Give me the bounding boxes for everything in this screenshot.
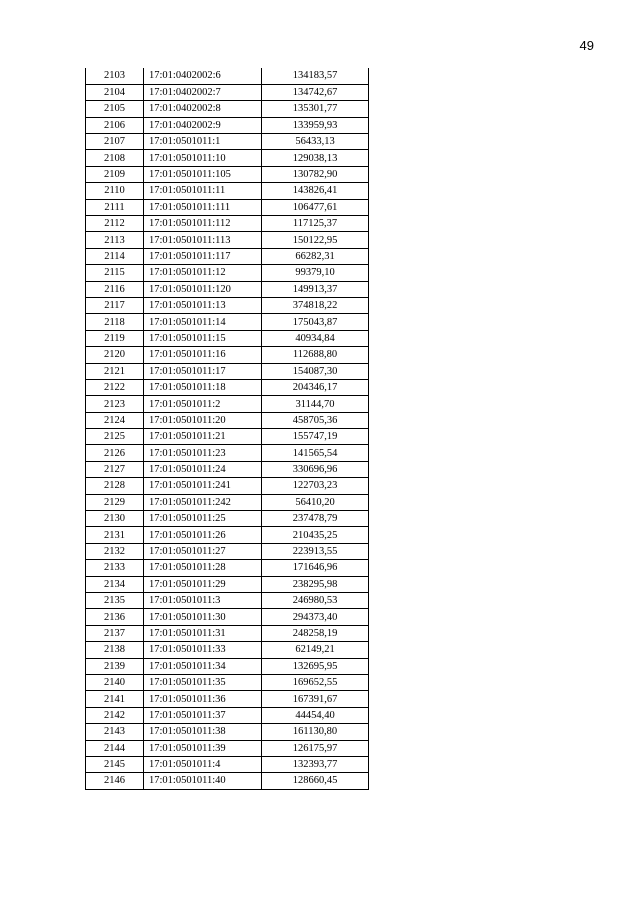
row-number-cell: 2132 xyxy=(86,543,144,559)
cadastral-number-cell: 17:01:0501011:13 xyxy=(144,297,262,313)
row-number-cell: 2146 xyxy=(86,773,144,789)
table-row xyxy=(86,232,369,248)
table-row xyxy=(86,773,369,789)
value-cell: 132393,77 xyxy=(262,756,369,772)
row-number-cell: 2118 xyxy=(86,314,144,330)
cadastral-number-cell: 17:01:0501011:120 xyxy=(144,281,262,297)
table-row xyxy=(86,658,369,674)
value-cell: 149913,37 xyxy=(262,281,369,297)
cadastral-number-cell: 17:01:0501011:31 xyxy=(144,625,262,641)
row-number-cell: 2134 xyxy=(86,576,144,592)
value-cell: 150122,95 xyxy=(262,232,369,248)
value-cell: 126175,97 xyxy=(262,740,369,756)
value-cell: 155747,19 xyxy=(262,429,369,445)
row-number-cell: 2116 xyxy=(86,281,144,297)
value-cell: 171646,96 xyxy=(262,560,369,576)
table-row xyxy=(86,134,369,150)
cadastral-number-cell: 17:01:0501011:38 xyxy=(144,724,262,740)
row-number-cell: 2131 xyxy=(86,527,144,543)
value-cell: 99379,10 xyxy=(262,265,369,281)
cadastral-number-cell: 17:01:0501011:1 xyxy=(144,134,262,150)
cadastral-number-cell: 17:01:0501011:36 xyxy=(144,691,262,707)
value-cell: 106477,61 xyxy=(262,199,369,215)
cadastral-number-cell: 17:01:0501011:105 xyxy=(144,166,262,182)
row-number-cell: 2103 xyxy=(86,68,144,84)
cadastral-number-cell: 17:01:0501011:4 xyxy=(144,756,262,772)
table-row xyxy=(86,560,369,576)
row-number-cell: 2145 xyxy=(86,756,144,772)
row-number-cell: 2112 xyxy=(86,216,144,232)
value-cell: 31144,70 xyxy=(262,396,369,412)
table-row xyxy=(86,494,369,510)
table-row xyxy=(86,68,369,84)
row-number-cell: 2137 xyxy=(86,625,144,641)
row-number-cell: 2121 xyxy=(86,363,144,379)
table-row xyxy=(86,150,369,166)
row-number-cell: 2138 xyxy=(86,642,144,658)
cadastral-number-cell: 17:01:0501011:35 xyxy=(144,674,262,690)
value-cell: 122703,23 xyxy=(262,478,369,494)
cadastral-number-cell: 17:01:0501011:29 xyxy=(144,576,262,592)
table-row xyxy=(86,281,369,297)
value-cell: 330696,96 xyxy=(262,461,369,477)
table-row xyxy=(86,379,369,395)
row-number-cell: 2129 xyxy=(86,494,144,510)
table-row xyxy=(86,166,369,182)
value-cell: 130782,90 xyxy=(262,166,369,182)
row-number-cell: 2128 xyxy=(86,478,144,494)
table-row xyxy=(86,199,369,215)
table-row xyxy=(86,625,369,641)
table-row xyxy=(86,740,369,756)
table-row xyxy=(86,445,369,461)
value-cell: 135301,77 xyxy=(262,101,369,117)
value-cell: 374818,22 xyxy=(262,297,369,313)
cadastral-number-cell: 17:01:0501011:113 xyxy=(144,232,262,248)
row-number-cell: 2108 xyxy=(86,150,144,166)
row-number-cell: 2104 xyxy=(86,84,144,100)
table-row xyxy=(86,117,369,133)
value-cell: 175043,87 xyxy=(262,314,369,330)
row-number-cell: 2120 xyxy=(86,347,144,363)
row-number-cell: 2123 xyxy=(86,396,144,412)
row-number-cell: 2113 xyxy=(86,232,144,248)
cadastral-number-cell: 17:01:0501011:15 xyxy=(144,330,262,346)
cadastral-number-cell: 17:01:0501011:27 xyxy=(144,543,262,559)
table-row xyxy=(86,511,369,527)
row-number-cell: 2111 xyxy=(86,199,144,215)
cadastral-number-cell: 17:01:0501011:33 xyxy=(144,642,262,658)
value-cell: 210435,25 xyxy=(262,527,369,543)
value-cell: 294373,40 xyxy=(262,609,369,625)
value-cell: 134183,57 xyxy=(262,68,369,84)
cadastral-number-cell: 17:01:0402002:7 xyxy=(144,84,262,100)
cadastral-number-cell: 17:01:0501011:30 xyxy=(144,609,262,625)
value-cell: 204346,17 xyxy=(262,379,369,395)
cadastral-number-cell: 17:01:0501011:17 xyxy=(144,363,262,379)
value-cell: 62149,21 xyxy=(262,642,369,658)
table-row xyxy=(86,297,369,313)
value-cell: 134742,67 xyxy=(262,84,369,100)
table-row xyxy=(86,84,369,100)
value-cell: 56433,13 xyxy=(262,134,369,150)
cadastral-number-cell: 17:01:0501011:39 xyxy=(144,740,262,756)
value-cell: 117125,37 xyxy=(262,216,369,232)
cadastral-number-cell: 17:01:0402002:9 xyxy=(144,117,262,133)
cadastral-number-cell: 17:01:0501011:40 xyxy=(144,773,262,789)
row-number-cell: 2125 xyxy=(86,429,144,445)
cadastral-number-cell: 17:01:0501011:2 xyxy=(144,396,262,412)
row-number-cell: 2126 xyxy=(86,445,144,461)
row-number-cell: 2122 xyxy=(86,379,144,395)
table-row xyxy=(86,183,369,199)
table-row xyxy=(86,674,369,690)
value-cell: 161130,80 xyxy=(262,724,369,740)
value-cell: 223913,55 xyxy=(262,543,369,559)
value-cell: 167391,67 xyxy=(262,691,369,707)
cadastral-number-cell: 17:01:0501011:241 xyxy=(144,478,262,494)
value-cell: 133959,93 xyxy=(262,117,369,133)
cadastral-number-cell: 17:01:0501011:117 xyxy=(144,248,262,264)
cadastral-number-cell: 17:01:0501011:21 xyxy=(144,429,262,445)
table-row xyxy=(86,691,369,707)
cadastral-number-cell: 17:01:0501011:112 xyxy=(144,216,262,232)
row-number-cell: 2114 xyxy=(86,248,144,264)
value-cell: 238295,98 xyxy=(262,576,369,592)
cadastral-number-cell: 17:01:0501011:28 xyxy=(144,560,262,576)
table-row xyxy=(86,248,369,264)
row-number-cell: 2141 xyxy=(86,691,144,707)
row-number-cell: 2115 xyxy=(86,265,144,281)
table-row xyxy=(86,642,369,658)
row-number-cell: 2107 xyxy=(86,134,144,150)
table-row xyxy=(86,609,369,625)
value-cell: 246980,53 xyxy=(262,593,369,609)
row-number-cell: 2143 xyxy=(86,724,144,740)
cadastral-number-cell: 17:01:0501011:14 xyxy=(144,314,262,330)
row-number-cell: 2140 xyxy=(86,674,144,690)
value-cell: 169652,55 xyxy=(262,674,369,690)
value-cell: 40934,84 xyxy=(262,330,369,346)
table-row xyxy=(86,576,369,592)
cadastral-number-cell: 17:01:0501011:12 xyxy=(144,265,262,281)
value-cell: 141565,54 xyxy=(262,445,369,461)
table-row xyxy=(86,216,369,232)
row-number-cell: 2109 xyxy=(86,166,144,182)
row-number-cell: 2106 xyxy=(86,117,144,133)
table-row xyxy=(86,543,369,559)
table-row xyxy=(86,756,369,772)
value-cell: 237478,79 xyxy=(262,511,369,527)
row-number-cell: 2139 xyxy=(86,658,144,674)
cadastral-number-cell: 17:01:0501011:10 xyxy=(144,150,262,166)
row-number-cell: 2142 xyxy=(86,707,144,723)
row-number-cell: 2130 xyxy=(86,511,144,527)
row-number-cell: 2136 xyxy=(86,609,144,625)
cadastral-number-cell: 17:01:0501011:23 xyxy=(144,445,262,461)
table-row xyxy=(86,347,369,363)
row-number-cell: 2105 xyxy=(86,101,144,117)
table-row xyxy=(86,593,369,609)
cadastral-number-cell: 17:01:0402002:8 xyxy=(144,101,262,117)
table-row xyxy=(86,429,369,445)
cadastral-number-cell: 17:01:0501011:111 xyxy=(144,199,262,215)
cadastral-number-cell: 17:01:0501011:16 xyxy=(144,347,262,363)
cadastral-number-cell: 17:01:0501011:37 xyxy=(144,707,262,723)
cadastral-number-cell: 17:01:0501011:18 xyxy=(144,379,262,395)
row-number-cell: 2119 xyxy=(86,330,144,346)
row-number-cell: 2144 xyxy=(86,740,144,756)
table-row xyxy=(86,363,369,379)
cadastral-number-cell: 17:01:0501011:25 xyxy=(144,511,262,527)
cadastral-number-cell: 17:01:0501011:20 xyxy=(144,412,262,428)
row-number-cell: 2117 xyxy=(86,297,144,313)
table-row xyxy=(86,396,369,412)
value-cell: 143826,41 xyxy=(262,183,369,199)
cadastral-number-cell: 17:01:0501011:242 xyxy=(144,494,262,510)
table-row xyxy=(86,314,369,330)
value-cell: 458705,36 xyxy=(262,412,369,428)
table-row xyxy=(86,478,369,494)
cadastral-number-cell: 17:01:0501011:3 xyxy=(144,593,262,609)
value-cell: 248258,19 xyxy=(262,625,369,641)
value-cell: 112688,80 xyxy=(262,347,369,363)
table-row xyxy=(86,330,369,346)
value-cell: 44454,40 xyxy=(262,707,369,723)
table-row xyxy=(86,724,369,740)
row-number-cell: 2124 xyxy=(86,412,144,428)
value-cell: 132695,95 xyxy=(262,658,369,674)
cadastral-number-cell: 17:01:0501011:11 xyxy=(144,183,262,199)
cadastral-number-cell: 17:01:0402002:6 xyxy=(144,68,262,84)
table-row xyxy=(86,707,369,723)
row-number-cell: 2135 xyxy=(86,593,144,609)
row-number-cell: 2133 xyxy=(86,560,144,576)
row-number-cell: 2127 xyxy=(86,461,144,477)
cadastral-number-cell: 17:01:0501011:34 xyxy=(144,658,262,674)
cadastral-table xyxy=(85,68,369,790)
table-body xyxy=(86,68,369,789)
value-cell: 128660,45 xyxy=(262,773,369,789)
table-row xyxy=(86,412,369,428)
value-cell: 66282,31 xyxy=(262,248,369,264)
table-row xyxy=(86,101,369,117)
cadastral-number-cell: 17:01:0501011:26 xyxy=(144,527,262,543)
row-number-cell: 2110 xyxy=(86,183,144,199)
value-cell: 56410,20 xyxy=(262,494,369,510)
cadastral-number-cell: 17:01:0501011:24 xyxy=(144,461,262,477)
table-row xyxy=(86,461,369,477)
value-cell: 154087,30 xyxy=(262,363,369,379)
table-row xyxy=(86,527,369,543)
value-cell: 129038,13 xyxy=(262,150,369,166)
table-row xyxy=(86,265,369,281)
page-number: 49 xyxy=(579,38,594,53)
